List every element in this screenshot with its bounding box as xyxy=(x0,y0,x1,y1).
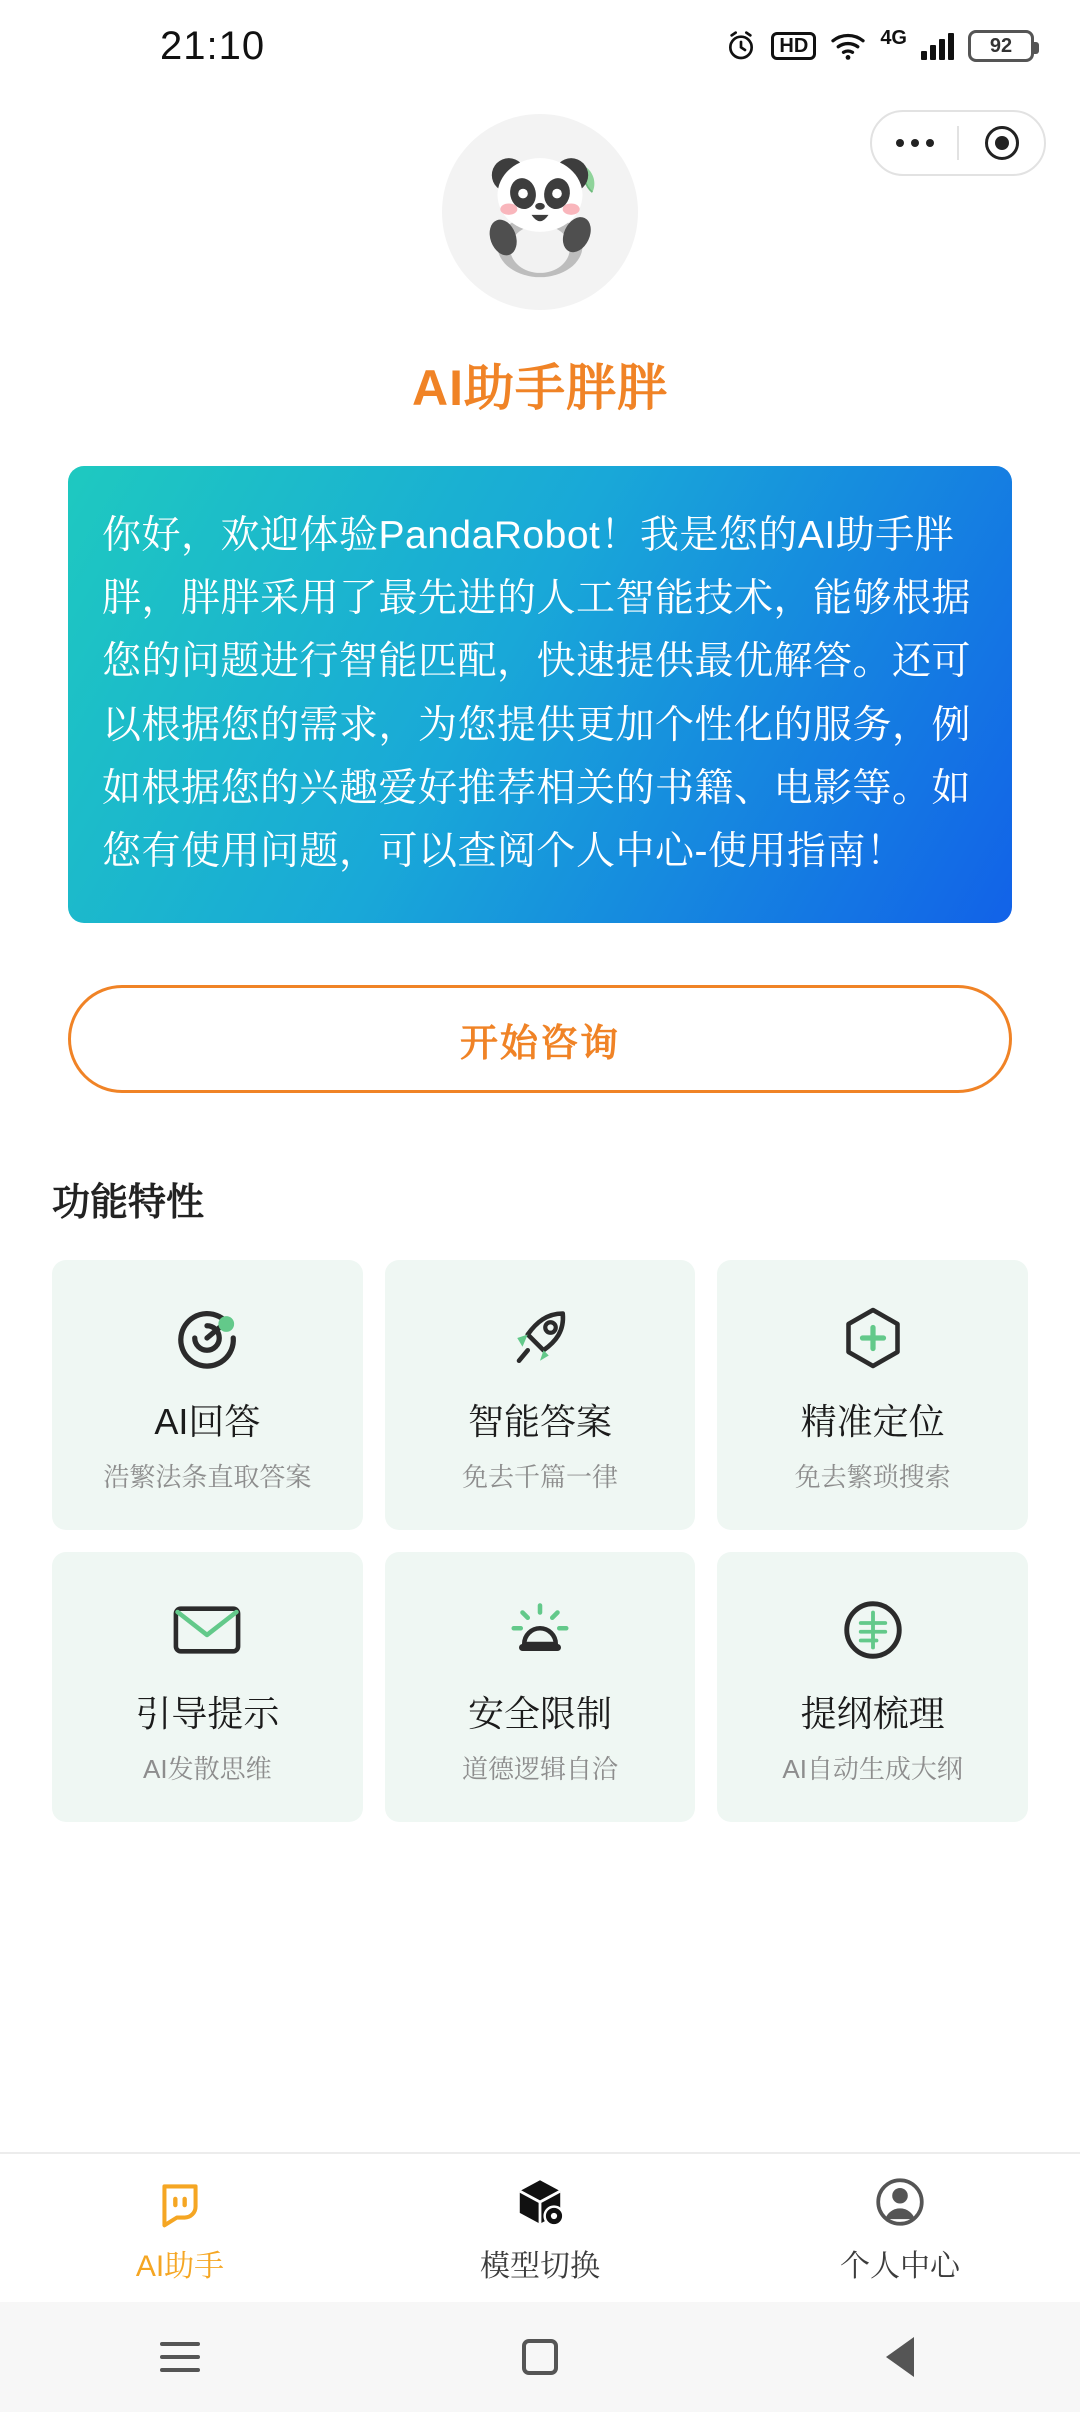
tab-ai-assistant[interactable] xyxy=(0,2171,360,2285)
feature-subtitle: AI自动生成大纲 xyxy=(782,1754,963,1785)
model-switch-icon xyxy=(512,2171,568,2233)
feature-subtitle: 免去千篇一律 xyxy=(461,1462,618,1493)
panda-avatar-icon xyxy=(455,127,625,297)
rocket-icon xyxy=(505,1296,575,1380)
feature-card-outline[interactable] xyxy=(717,1552,1028,1822)
features-section-title: 功能特性 xyxy=(52,1182,205,1225)
feature-card-guide-prompt[interactable] xyxy=(52,1552,363,1822)
panda-avatar xyxy=(442,114,638,310)
ai-assistant-icon xyxy=(152,2171,208,2233)
capsule-close-button[interactable] xyxy=(959,112,1044,174)
welcome-card: 你好，欢迎体验PandaRobot！我是您的AI助手胖胖，胖胖采用了最先进的人工智能技术，能够根据您的问题进行智能匹配，快速提供最优解答。还可以根据您的需求，为您提供更加个性化的服务，例如根据您的兴趣爱好推荐相关的书籍、电影等。如您有使用问题，可以查阅个人中心-使用指南！ xyxy=(68,466,1012,923)
tab-label: AI助手 xyxy=(135,2250,225,2283)
feature-title: 智能答案 xyxy=(467,1401,612,1443)
back-triangle-icon[interactable] xyxy=(840,2322,960,2392)
battery-icon xyxy=(968,30,1034,62)
envelope-icon xyxy=(171,1588,243,1672)
feature-subtitle: 免去繁琐搜索 xyxy=(794,1462,951,1493)
miniprogram-capsule[interactable] xyxy=(870,110,1046,176)
features-grid xyxy=(52,1260,1028,1822)
alarm-icon xyxy=(725,30,757,62)
alarm-light-icon xyxy=(505,1588,575,1672)
target-check-icon xyxy=(172,1296,242,1380)
user-profile-icon xyxy=(872,2171,928,2233)
more-dots-icon xyxy=(896,139,934,147)
home-square-icon[interactable] xyxy=(480,2322,600,2392)
hd-icon: HD xyxy=(771,32,816,60)
signal-bars-icon xyxy=(921,32,954,60)
battery-level: 92 xyxy=(989,34,1013,57)
feature-card-precise-locate[interactable] xyxy=(717,1260,1028,1530)
feature-subtitle: 道德逻辑自洽 xyxy=(461,1754,618,1785)
feature-title: 精准定位 xyxy=(800,1401,945,1443)
feature-subtitle: AI发散思维 xyxy=(143,1754,272,1785)
tab-profile[interactable] xyxy=(720,2171,1080,2285)
status-bar xyxy=(0,0,1080,92)
circle-grid-icon xyxy=(838,1588,908,1672)
wifi-icon xyxy=(830,31,866,61)
feature-title: 引导提示 xyxy=(135,1693,280,1735)
target-icon xyxy=(985,126,1019,160)
tab-label: 模型切换 xyxy=(480,2250,600,2283)
status-indicators xyxy=(725,27,1034,62)
start-consult-button[interactable]: 开始咨询 xyxy=(68,985,1012,1093)
tab-label: 个人中心 xyxy=(840,2250,960,2283)
feature-card-safety-limit[interactable] xyxy=(385,1552,696,1822)
feature-subtitle: 浩繁法条直取答案 xyxy=(103,1462,312,1493)
system-nav-bar xyxy=(0,2302,1080,2412)
bottom-tab-bar xyxy=(0,2152,1080,2302)
feature-card-smart-answer[interactable] xyxy=(385,1260,696,1530)
feature-card-ai-answer[interactable] xyxy=(52,1260,363,1530)
feature-title: AI回答 xyxy=(154,1401,261,1443)
feature-title: 提纲梳理 xyxy=(800,1693,945,1735)
feature-title: 安全限制 xyxy=(467,1693,612,1735)
menu-icon[interactable] xyxy=(120,2322,240,2392)
hexagon-plus-icon xyxy=(838,1296,908,1380)
status-time: 21:10 xyxy=(160,23,266,68)
network-type-icon: 4G xyxy=(880,27,907,49)
tab-model-switch[interactable] xyxy=(360,2171,720,2285)
page-title: AI助手胖胖 xyxy=(412,360,668,416)
capsule-more-button[interactable] xyxy=(872,112,957,174)
